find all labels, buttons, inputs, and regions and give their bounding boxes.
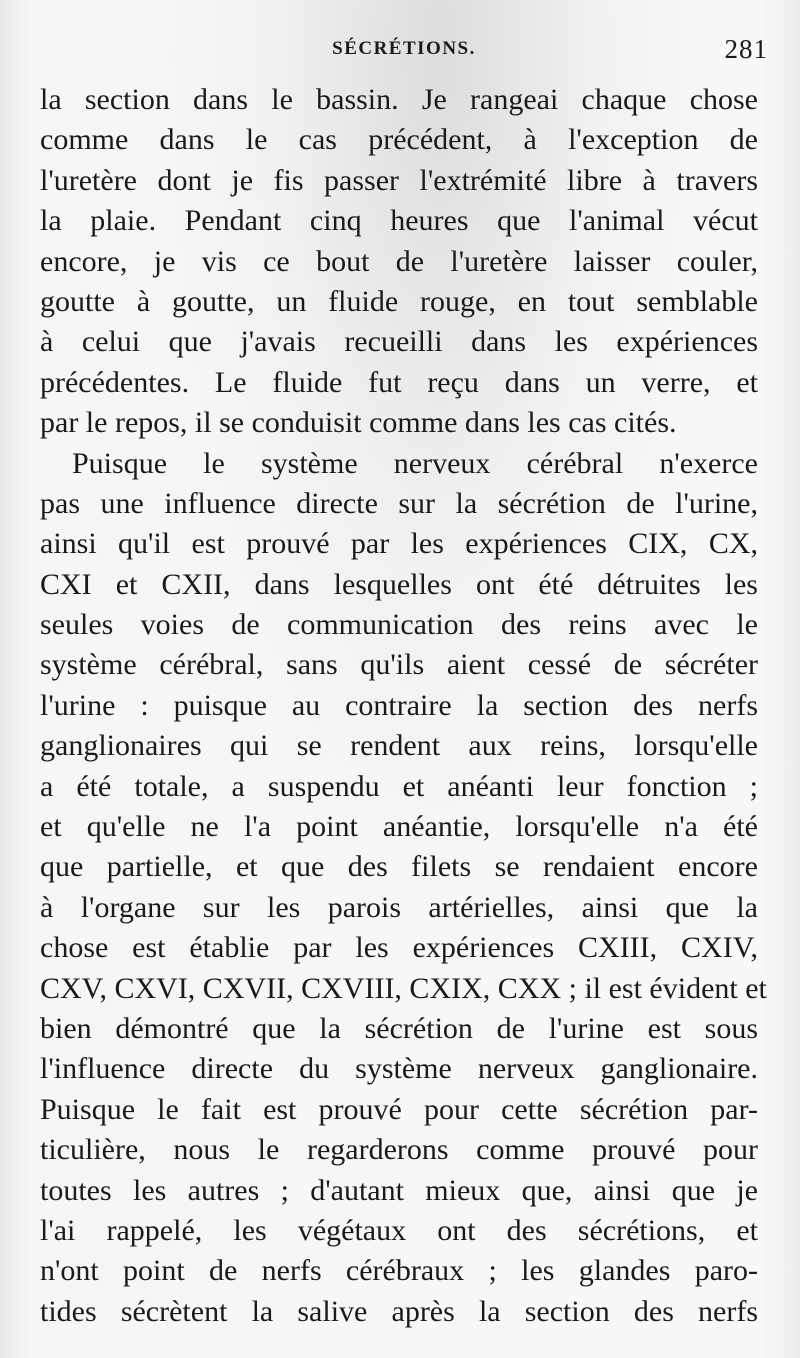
text-line: ticulière, nous le regarderons comme prouvé pour — [40, 1133, 758, 1167]
page-number: 281 — [724, 34, 768, 64]
text-line: toutes les autres ; d'autant mieux que, ainsi que je — [40, 1173, 758, 1207]
page-header — [40, 34, 768, 78]
text-line: et qu'elle ne l'a point anéantie, lorsqu'elle n'a été — [40, 810, 758, 844]
text-line: l'urine : puisque au contraire la section des nerfs — [40, 688, 758, 722]
text-line: ainsi qu'il est prouvé par les expériences CIX, CX, — [40, 527, 758, 561]
text-line: encore, je vis ce bout de l'uretère laisser couler, — [40, 244, 758, 278]
text-line: l'ai rappelé, les végétaux ont des sécrétions, et — [40, 1213, 758, 1247]
text-line: a été totale, a suspendu et anéanti leur fonction ; — [40, 769, 758, 803]
text-line: à celui que j'avais recueilli dans les expériences — [40, 325, 758, 359]
text-line: bien démontré que la sécrétion de l'urine est sous — [40, 1011, 758, 1045]
paragraph-first-line: Puisque le système nerveux cérébral n'exerce — [72, 446, 758, 480]
text-line: Puisque le fait est prouvé pour cette sécrétion par- — [40, 1092, 758, 1126]
text-line: la plaie. Pendant cinq heures que l'animal vécut — [40, 204, 758, 238]
text-line: ganglionaires qui se rendent aux reins, lorsqu'elle — [40, 729, 758, 763]
text-line: la section dans le bassin. Je rangeai chaque chose — [40, 83, 758, 116]
text-line: à l'organe sur les parois artérielles, ainsi que la — [40, 890, 758, 924]
text-line: l'uretère dont je fis passer l'extrémité libre à travers — [40, 163, 758, 197]
text-line: CXI et CXII, dans lesquelles ont été détruites les — [40, 567, 758, 601]
text-line: système cérébral, sans qu'ils aient cessé de sécréter — [40, 648, 758, 682]
paragraph-last-line: par le repos, il se conduisit comme dans les cas cités. — [40, 406, 677, 440]
text-line: CXV, CXVI, CXVII, CXVIII, CXIX, CXX ; il est évident et — [40, 971, 767, 1005]
text-line: tides sécrètent la salive après la section des nerfs — [40, 1294, 758, 1328]
running-head: SÉCRÉTIONS. — [332, 38, 476, 59]
text-line: que partielle, et que des filets se rendaient encore — [40, 850, 758, 884]
text-line: pas une influence directe sur la sécrétion de l'urine, — [40, 486, 758, 520]
text-line: n'ont point de nerfs cérébraux ; les glandes paro- — [40, 1254, 758, 1288]
text-line: précédentes. Le fluide fut reçu dans un verre, et — [40, 365, 758, 399]
body-text — [40, 80, 767, 1332]
text-line: comme dans le cas précédent, à l'exception de — [40, 123, 758, 157]
text-line: chose est établie par les expériences CXIII, CXIV, — [40, 931, 758, 965]
text-line: l'influence directe du système nerveux ganglionaire. — [40, 1052, 758, 1086]
text-line: goutte à goutte, un fluide rouge, en tout semblable — [40, 284, 758, 318]
text-line: seules voies de communication des reins avec le — [40, 608, 758, 642]
